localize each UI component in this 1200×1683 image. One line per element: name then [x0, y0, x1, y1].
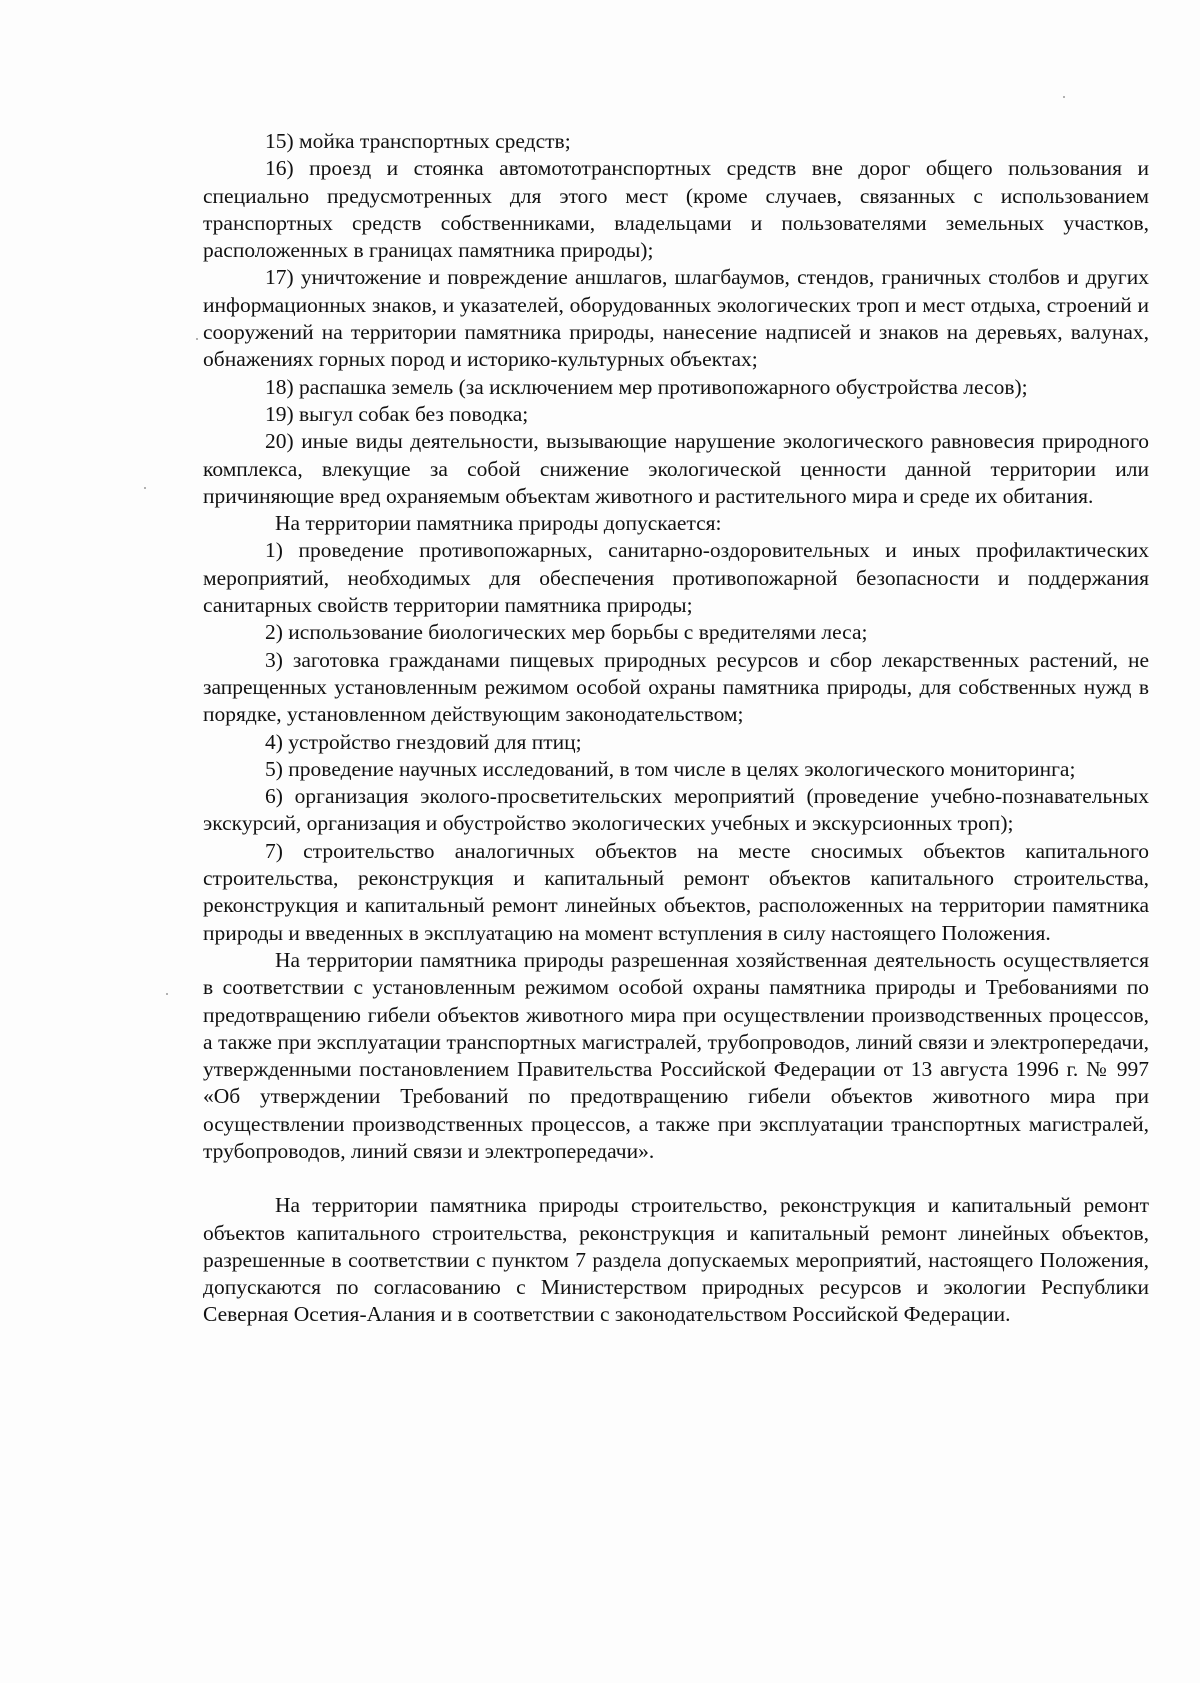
allowed-item-3: 3) заготовка гражданами пищевых природных ресурсов и сбор лекарственных растений, не запрещенных установленным режимом особой охраны памятника природы, для собственных нужд в порядке, установленном действующим законодательством; [203, 647, 1149, 727]
prohibition-item-19: 19) выгул собак без поводка; [265, 401, 529, 426]
prohibition-item-18: 18) распашка земель (за исключением мер противопожарного обустройства лесов); [265, 374, 1028, 399]
allowed-item-7: 7) строительство аналогичных объектов на месте сносимых объектов капитального строительства, реконструкция и капитальный ремонт объектов капитального строительства, реконструкция и капитальный ремонт линейных объектов, расположенных на территории памятника природы и введенных в эксплуатацию на момент вступления в силу настоящего Положения. [203, 838, 1149, 945]
allowed-item-4: 4) устройство гнездовий для птиц; [265, 729, 582, 754]
prohibition-item-16: 16) проезд и стоянка автомототранспортных средств вне дорог общего пользования и специально предусмотренных для этого мест (кроме случаев, связанных с использованием транспортных средств собственниками, владельцами и пользователями земельных участков, расположенных в границах памятника природы); [203, 156, 1149, 263]
prohibition-item-20: 20) иные виды деятельности, вызывающие нарушение экологического равновесия природного комплекса, влекущие за собой снижение экологической ценности данной территории или причиняющие вред охраняемым объектам животного и растительного мира и среде их обитания. [203, 429, 1149, 508]
scan-speck [196, 338, 198, 340]
prohibition-item-15: 15) мойка транспортных средств; [265, 129, 571, 153]
document-body [203, 128, 1149, 1329]
construction-approval-paragraph: На территории памятника природы строительство, реконструкция и капитальный ремонт объектов капитального строительства, реконструкция и капитальный ремонт линейных объектов, разрешенные в соответствии с пунктом 7 раздела допускаемых мероприятий, настоящего Положения, допускаются по согласованию с Министерством природных ресурсов и экологии Республики Северная Осетия-Алания и в соответствии с законодательством Российской Федерации. [203, 1193, 1149, 1327]
prohibition-item-17: 17) уничтожение и повреждение аншлагов, шлагбаумов, стендов, граничных столбов и других информационных знаков, и указателей, оборудованных экологических троп и мест отдыха, строений и сооружений на территории памятника природы, нанесение надписей и знаков на деревьях, валунах, обнажениях горных пород и историко-культурных объектах; [203, 265, 1149, 372]
allowed-item-2: 2) использование биологических мер борьбы с вредителями леса; [265, 620, 868, 645]
allowed-item-6: 6) организация эколого-просветительских мероприятий (проведение учебно-познавательных экскурсий, организация и обустройство экологических учебных и экскурсионных троп); [203, 784, 1149, 836]
scan-speck [144, 487, 146, 489]
scan-speck [1063, 96, 1065, 98]
allowed-item-1: 1) проведение противопожарных, санитарно-оздоровительных и иных профилактических мероприятий, необходимых для обеспечения противопожарной безопасности и поддержания санитарных свойств территории памятника природы; [203, 538, 1149, 618]
allowed-activities-intro: На территории памятника природы допускается: [275, 511, 722, 536]
allowed-item-5: 5) проведение научных исследований, в том числе в целях экологического мониторинга; [265, 756, 1076, 781]
scan-speck [166, 993, 168, 995]
economic-activity-paragraph: На территории памятника природы разрешенная хозяйственная деятельность осуществляется в соответствии с установленным режимом особой охраны памятника природы и Требованиями по предотвращению гибели объектов животного мира при осуществлении производственных процессов, а также при эксплуатации транспортных магистралей, трубопроводов, линий связи и электропередачи, утвержденными постановлением Правительства Российской Федерации от 13 августа 1996 г. № 997 «Об утверждении Требований по предотвращению гибели объектов животного мира при осуществлении производственных процессов, а также при эксплуатации транспортных магистралей, трубопроводов, линий связи и электропередачи». [203, 947, 1149, 1163]
